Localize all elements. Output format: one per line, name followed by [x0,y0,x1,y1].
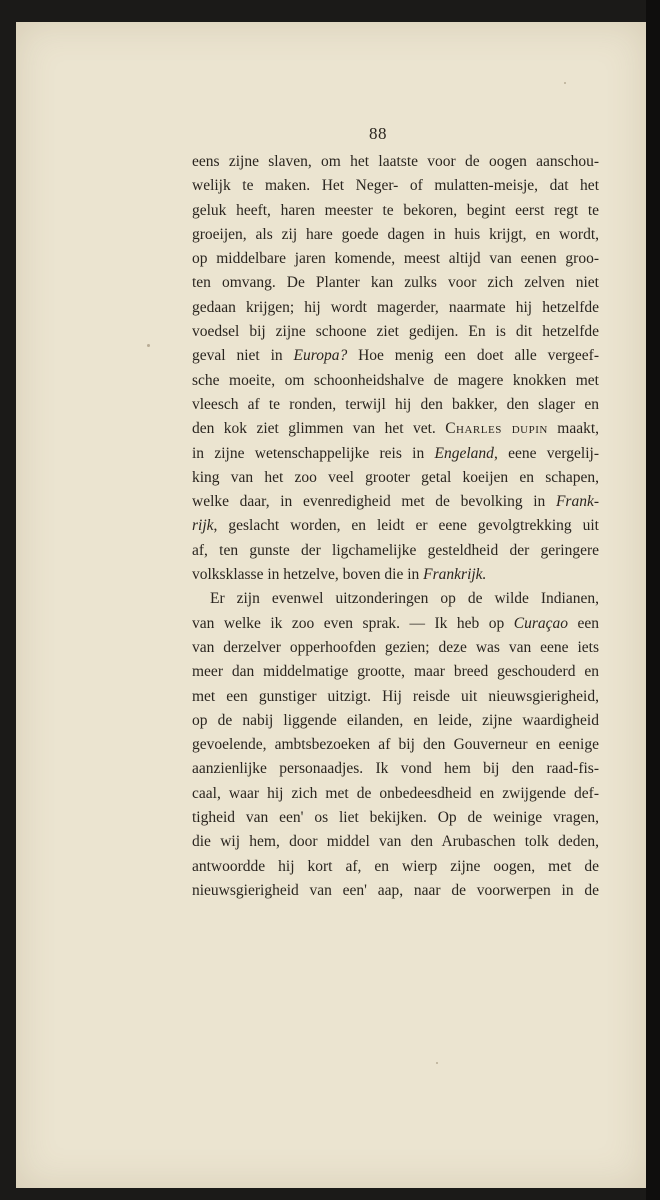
text-segment: caal, waar hij zich met de onbedeesdheid en zwijgende def- [192,784,599,802]
text-segment: geluk heeft, haren meester te bekoren, begint eerst regt te [192,201,599,219]
body-text [192,150,599,903]
text-line [192,733,599,757]
text-segment: tigheid van een' os liet bekijken. Op de weinige vragen, [192,809,599,827]
text-line [192,150,599,174]
text-line [192,417,599,441]
text-line [192,271,599,295]
text-segment: volksklasse in hetzelve, boven die in [192,566,424,584]
text-segment: die wij hem, door middel van den Arubaschen tolk deden, [192,833,599,851]
text-segment: een [568,614,600,632]
text-segment: van welke ik zoo even sprak. — Ik heb op [192,614,514,632]
text-line [192,539,599,563]
text-line [192,709,599,733]
text-line [192,199,599,223]
italic-term: Frank- [555,493,599,511]
text-segment: af, ten gunste der ligchamelijke gesteldheid der geringere [192,541,599,559]
text-line [192,393,599,417]
text-segment: vleesch af te ronden, terwijl hij den bakker, den slager en [192,395,599,413]
italic-term: rijk [192,517,214,535]
text-segment: groeijen, als zij hare goede dagen in huis krijgt, en wordt, [192,225,599,243]
paper-speck [564,82,566,84]
text-line [192,247,599,271]
text-line [192,442,599,466]
text-segment: met een gunstiger uitzigt. Hij reisde uit nieuwsgierigheid, [192,687,599,705]
text-segment: maakt, [547,420,600,438]
text-segment: welke daar, in evenredigheid met de bevolking in [192,493,556,511]
text-segment: nieuwsgierigheid van een' aap, naar de voorwerpen in de [192,881,599,899]
text-segment: in zijne wetenschappelijke reis in [192,444,435,462]
text-line [192,612,599,636]
text-line [192,855,599,879]
text-segment: meer dan middelmatige grootte, maar breed geschouderd en [192,663,599,681]
text-segment: , eene vergelij- [493,444,599,462]
text-line [192,879,599,903]
text-line [192,685,599,709]
text-segment: op de nabij liggende eilanden, en leide, zijne waardigheid [192,711,599,729]
text-line [192,830,599,854]
paper-speck [436,1062,438,1064]
text-line [192,636,599,660]
text-segment: geval niet in [192,347,294,365]
text-line [192,514,599,538]
text-line [192,660,599,684]
text-line [192,490,599,514]
text-segment: sche moeite, om schoonheidshalve de magere knokken met [192,371,599,389]
italic-term: Curaçao [513,614,568,632]
text-line [192,223,599,247]
scan-edge [646,0,660,1200]
text-line [192,806,599,830]
text-segment: , geslacht worden, en leidt er eene gevolgtrekking uit [213,517,599,535]
italic-term: Frankrijk. [423,566,487,584]
text-segment: ten omvang. De Planter kan zulks voor zich zelven niet [192,274,599,292]
text-line [192,320,599,344]
text-line [192,563,599,587]
text-segment: op middelbare jaren komende, meest altijd van eenen groo- [192,250,599,268]
text-segment: king van het zoo veel grooter getal koeijen en schapen, [192,468,599,486]
text-line [192,587,599,611]
italic-term: Europa? [293,347,348,365]
text-segment: van derzelver opperhoofden gezien; deze was van eene iets [192,638,599,656]
text-line [192,369,599,393]
text-segment: Er zijn evenwel uitzonderingen op de wilde Indianen, [210,590,599,608]
text-segment: antwoordde hij kort af, en wierp zijne oogen, met de [192,857,599,875]
text-segment: eens zijne slaven, om het laatste voor de oogen aanschou- [192,153,599,170]
text-segment: gedaan krijgen; hij wordt magerder, naarmate hij hetzelfde [192,298,599,316]
text-segment: aanzienlijke personaadjes. Ik vond hem bij den raad-fis- [192,760,599,778]
paper-speck [147,344,150,347]
text-line [192,757,599,781]
text-segment: den kok ziet glimmen van het vet. [192,420,446,438]
page-number: 88 [369,124,387,143]
text-segment: Hoe menig een doet alle vergeef- [347,347,599,365]
text-line [192,344,599,368]
author-name: Charles dupin [445,420,548,438]
text-segment: welijk te maken. Het Neger- of mulatten-meisje, dat het [192,177,599,195]
text-line [192,466,599,490]
text-segment: gevoelende, ambtsbezoeken af bij den Gouverneur en eenige [192,736,599,754]
text-line [192,782,599,806]
italic-term: Engeland [434,444,494,462]
text-line [192,174,599,198]
text-line [192,296,599,320]
text-segment: voedsel bij zijne schoone ziet gedijen. En is dit hetzelfde [192,323,599,341]
